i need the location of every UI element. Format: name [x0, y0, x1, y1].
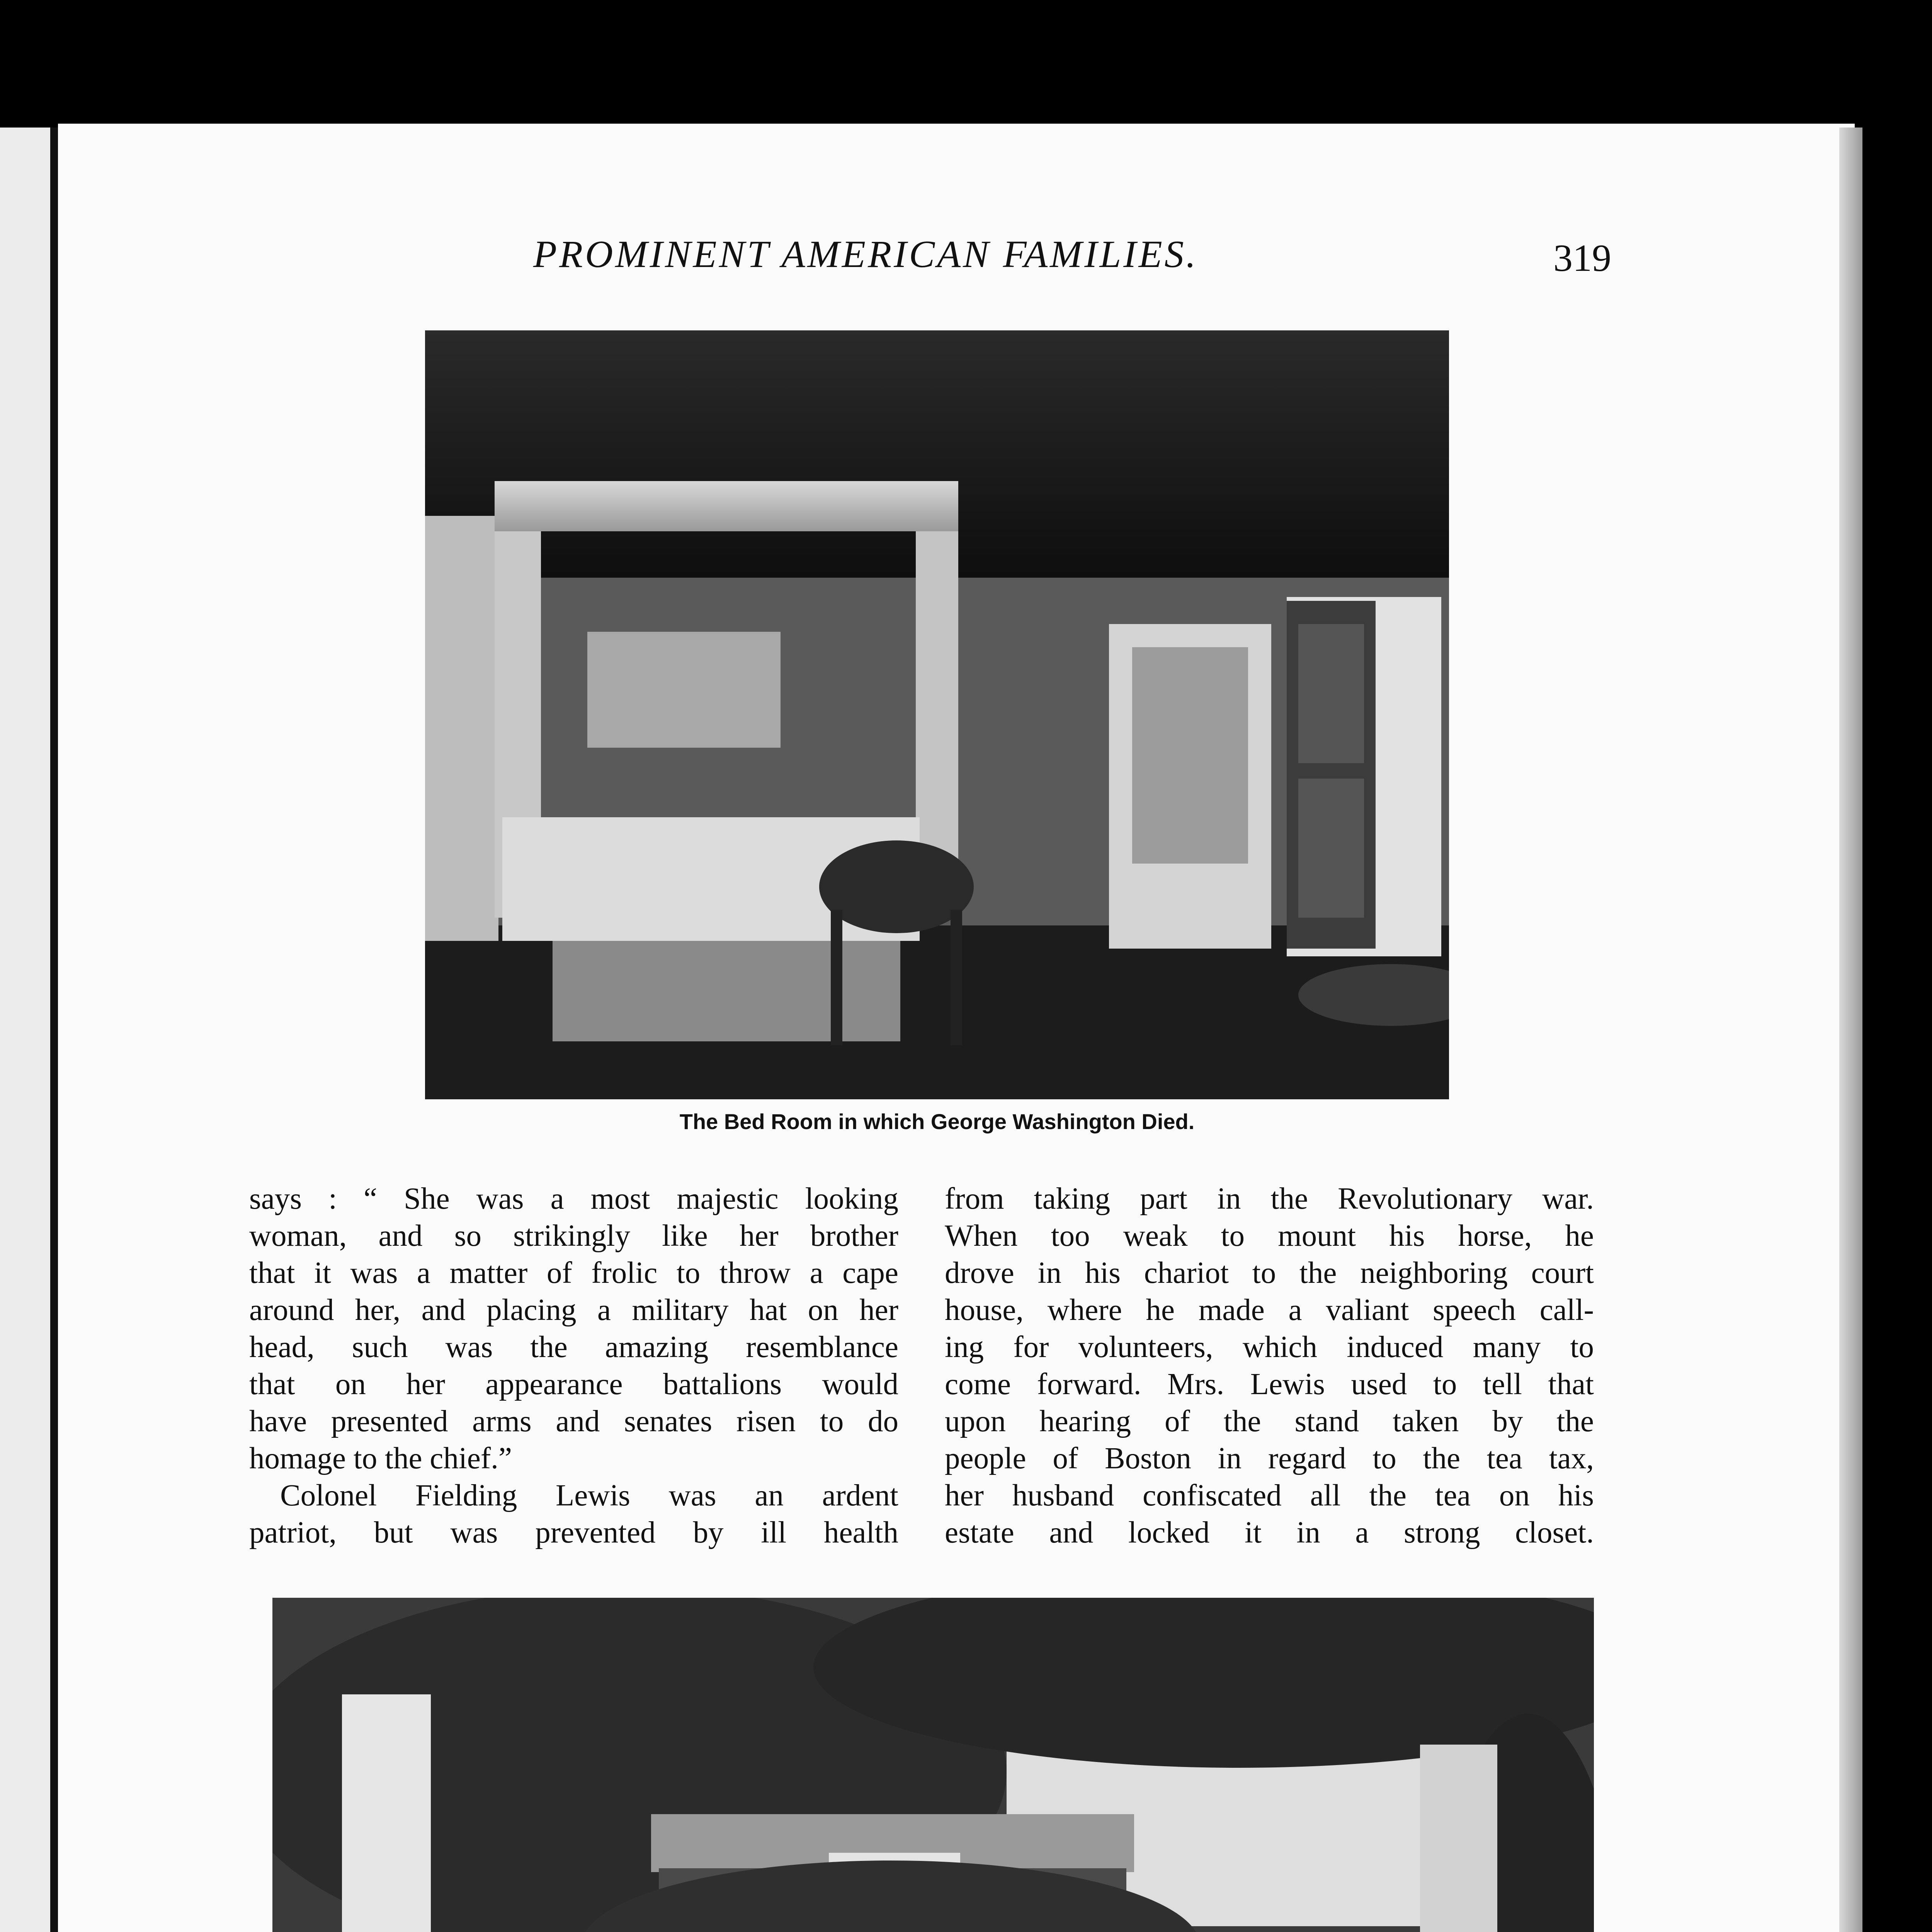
text-line: upon hearing of the stand taken by the — [945, 1405, 1594, 1438]
text-line: house, where he made a valiant speech call- — [945, 1293, 1594, 1327]
bedroom-photo — [425, 330, 1449, 1099]
text-line: woman, and so strikingly like her brother — [249, 1219, 898, 1253]
text-line: from taking part in the Revolutionary war. — [945, 1182, 1594, 1216]
text-line: ing for volunteers, which induced many to — [945, 1330, 1594, 1364]
text-line: homage to the chief.” — [249, 1442, 512, 1475]
text-line: that on her appearance battalions would — [249, 1367, 898, 1401]
text-line: people of Boston in regard to the tea tax, — [945, 1442, 1594, 1475]
text-line: that it was a matter of frolic to throw a cape — [249, 1256, 898, 1290]
text-column-right — [945, 1180, 1594, 1551]
page-number: 319 — [1553, 236, 1611, 279]
paragraph-quote — [249, 1180, 898, 1477]
text-line: her husband confiscated all the tea on his — [945, 1479, 1594, 1512]
text-line: drove in his chariot to the neighboring court — [945, 1256, 1594, 1290]
text-line: says : “ She was a most majestic looking — [249, 1182, 898, 1216]
paragraph-fielding-lewis — [249, 1477, 898, 1551]
running-head: PROMINENT AMERICAN FAMILIES. — [533, 233, 1198, 276]
page-binding-shadow — [1839, 128, 1862, 1932]
text-line: have presented arms and senates risen to do — [249, 1405, 898, 1438]
text-line: When too weak to mount his horse, he — [945, 1219, 1594, 1253]
tomb-photo — [272, 1598, 1594, 1932]
text-line: Colonel Fielding Lewis was an ardent — [280, 1479, 898, 1512]
text-line: patriot, but was prevented by ill health — [249, 1516, 898, 1549]
scan-left-page-edge — [0, 128, 60, 1932]
text-line: around her, and placing a military hat on her — [249, 1293, 898, 1327]
bedroom-caption: The Bed Room in which George Washington Died. — [679, 1109, 1195, 1134]
paragraph-continued — [945, 1180, 1594, 1551]
text-line: head, such was the amazing resemblance — [249, 1330, 898, 1364]
text-column-left — [249, 1180, 898, 1551]
text-line: come forward. Mrs. Lewis used to tell that — [945, 1367, 1594, 1401]
text-line: estate and locked it in a strong closet. — [945, 1516, 1594, 1549]
